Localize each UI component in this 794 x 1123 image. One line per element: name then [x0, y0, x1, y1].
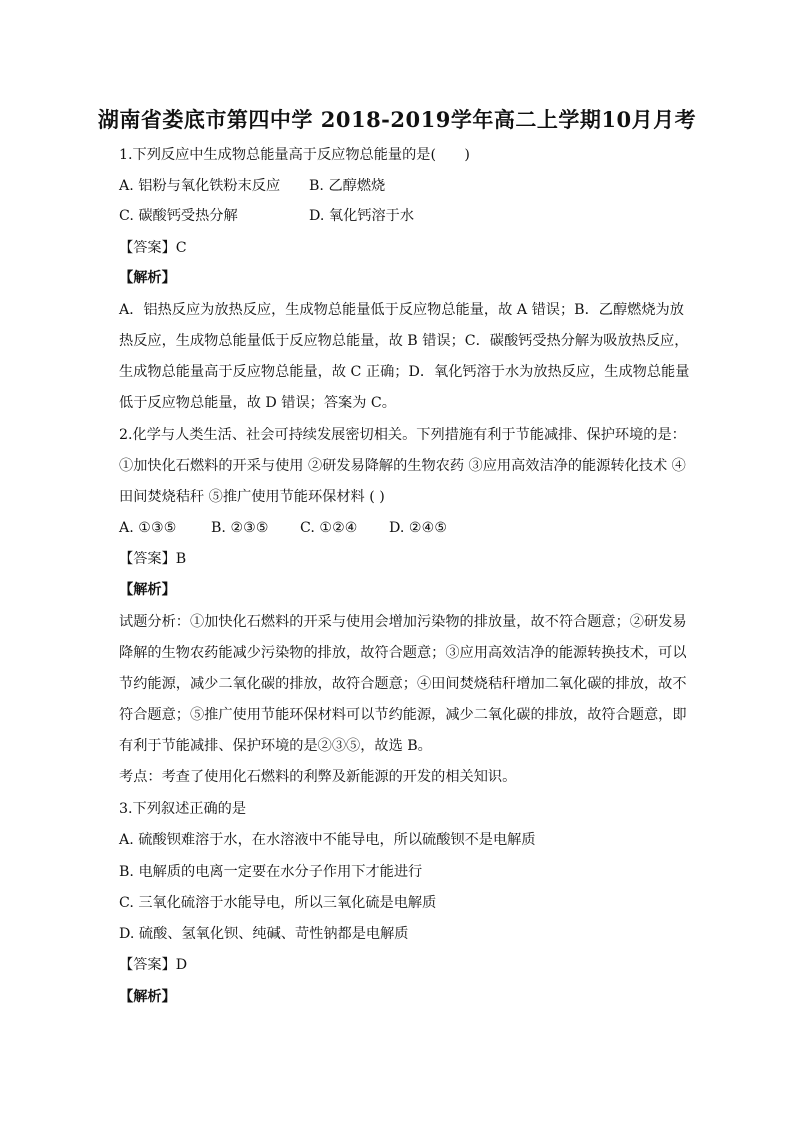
question-2-option-a: A. ①③⑤ [119, 520, 177, 536]
question-1-option-d: D. 氧化钙溶于水 [309, 208, 415, 224]
question-2-stem-line: ①加快化石燃料的开采与使用 ②研发易降解的生物农药 ③应用高效洁净的能源转化技术 ④ [119, 458, 686, 474]
question-2-stem-line: 2.化学与人类生活、社会可持续发展密切相关。下列措施有利于节能减排、保护环境的是： [119, 427, 686, 443]
question-3-stem: 3.下列叙述正确的是 [119, 801, 247, 817]
question-1-answer: 【答案】C [119, 240, 187, 256]
question-3-answer: 【答案】D [119, 957, 188, 973]
question-1-analysis-line: A．铝热反应为放热反应，生成物总能量低于反应物总能量，故 A 错误；B．乙醇燃烧为放 [119, 302, 684, 318]
question-3-option-d: D. 硫酸、氢氧化钡、纯碱、苛性钠都是电解质 [119, 926, 409, 942]
question-2-answer: 【答案】B [119, 551, 187, 567]
question-1-analysis-line: 低于反应物总能量，故 D 错误；答案为 C。 [119, 395, 396, 411]
question-1-analysis-label: 【解析】 [119, 270, 176, 286]
question-2-exam-point: 考点：考查了使用化石燃料的利弊及新能源的开发的相关知识。 [119, 769, 517, 785]
question-2-analysis-line: 降解的生物农药能减少污染物的排放，故符合题意；③应用高效洁净的能源转换技术，可以 [119, 645, 687, 661]
question-1-option-c: C. 碳酸钙受热分解 [119, 208, 238, 224]
page-title: 湖南省娄底市第四中学 2018-2019学年高二上学期10月月考 [97, 107, 697, 132]
question-3-option-c: C. 三氧化硫溶于水能导电，所以三氧化硫是电解质 [119, 895, 437, 911]
question-2-analysis-line: 试题分析：①加快化石燃料的开采与使用会增加污染物的排放量，故不符合题意；②研发易 [119, 614, 687, 630]
question-1-stem: 1.下列反应中生成物总能量高于反应物总能量的是( ) [119, 147, 470, 163]
question-1-option-b: B. 乙醇燃烧 [309, 178, 386, 194]
question-2-option-c: C. ①②④ [300, 520, 358, 536]
question-2-analysis-label: 【解析】 [119, 582, 176, 598]
question-1-analysis-line: 热反应，生成物总能量低于反应物总能量，故 B 错误；C．碳酸钙受热分解为吸放热反应， [119, 333, 689, 349]
question-3-option-b: B. 电解质的电离一定要在水分子作用下才能进行 [119, 864, 423, 880]
question-3-analysis-label: 【解析】 [119, 989, 176, 1005]
question-2-option-b: B. ②③⑤ [211, 520, 269, 536]
question-3-option-a: A. 硫酸钡难溶于水，在水溶液中不能导电，所以硫酸钡不是电解质 [119, 832, 536, 848]
question-2-analysis-line: 节约能源，减少二氧化碳的排放，故符合题意；④田间焚烧秸秆增加二氧化碳的排放，故不 [119, 676, 687, 692]
question-2-analysis-line: 有利于节能减排、保护环境的是②③⑤，故选 B。 [119, 738, 432, 754]
question-2-analysis-line: 符合题意；⑤推广使用节能环保材料可以节约能源，减少二氧化碳的排放，故符合题意，即 [119, 707, 687, 723]
question-1-option-a: A. 铝粉与氧化铁粉末反应 [119, 178, 281, 194]
question-2-stem-line: 田间焚烧秸秆 ⑤推广使用节能环保材料 ( ) [119, 489, 385, 505]
question-1-analysis-line: 生成物总能量高于反应物总能量，故 C 正确；D．氧化钙溶于水为放热反应，生成物总能量 [119, 364, 690, 380]
question-2-option-d: D. ②④⑤ [389, 520, 448, 536]
